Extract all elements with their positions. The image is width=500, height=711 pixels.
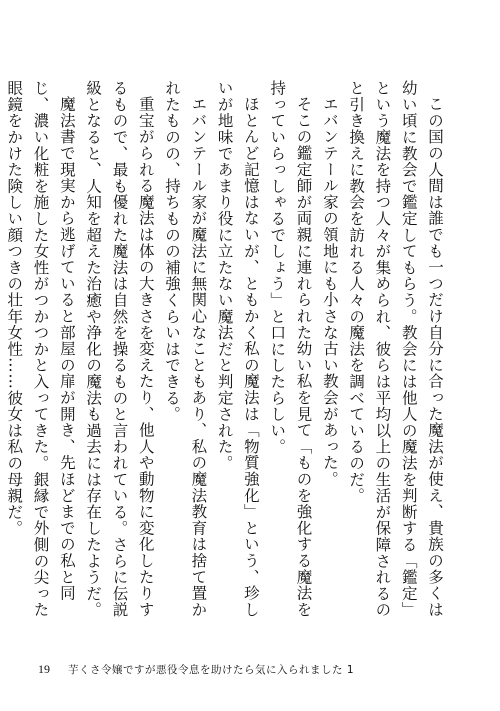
- paragraph: この国の人間は誰でも一つだけ自分に合った魔法が使え、貴族の多くは幼い頃に教会で鑑定してもらう。教会には他人の魔法を判断する「鑑定」という魔法を持つ人々が集められ、彼らは平均以上の生活が保障されるのと引き換えに教会を訪れる人々の魔法を調べているのだ。: [347, 80, 444, 618]
- inner-thought-paragraph: [0, 80, 1, 620]
- paragraph: エバンテール家の領地にも小さな古い教会があった。: [320, 95, 339, 487]
- paragraph: エバンテール家が魔法に無関心なこともあり、私の魔法教育は捨て置かれたものの、持ちものの補強くらいはできる。: [163, 80, 208, 618]
- paragraph: ほとんど記憶はないが、ともかく私の魔法は「物質強化」という、珍しいが地味であまり役に立たない魔法だと判定された。: [215, 80, 260, 618]
- vertical-text-body: [5, 80, 448, 620]
- paragraph: 重宝がられる魔法は体の大きさを変えたり、他人や動物に変化したりするもので、最も優れた魔法は自然を操るものと言われている。さらに伝説級となると、人知を超えた治癒や浄化の魔法も過去には存在したようだ。: [84, 80, 155, 618]
- paragraph: 魔法書で現実から逃げていると部屋の扉が開き、先ほどまでの私と同じ、濃い化粧を施した女性がつかつかと入ってきた。銀縁で外側の尖った眼鏡をかけた険しい顔つきの壮年女性……彼女は私の母親だ。: [5, 80, 76, 618]
- page-footer: [38, 662, 354, 677]
- running-book-title: 芋くさ令嬢ですが悪役令息を助けたら気に入られました 1: [68, 664, 355, 676]
- paragraph: そこの鑑定師が両親に連れられた幼い私を見て「ものを強化する魔法を持っていらっしゃるでしょう」と口にしたらしい。: [268, 80, 313, 618]
- page-number: 19: [38, 662, 50, 676]
